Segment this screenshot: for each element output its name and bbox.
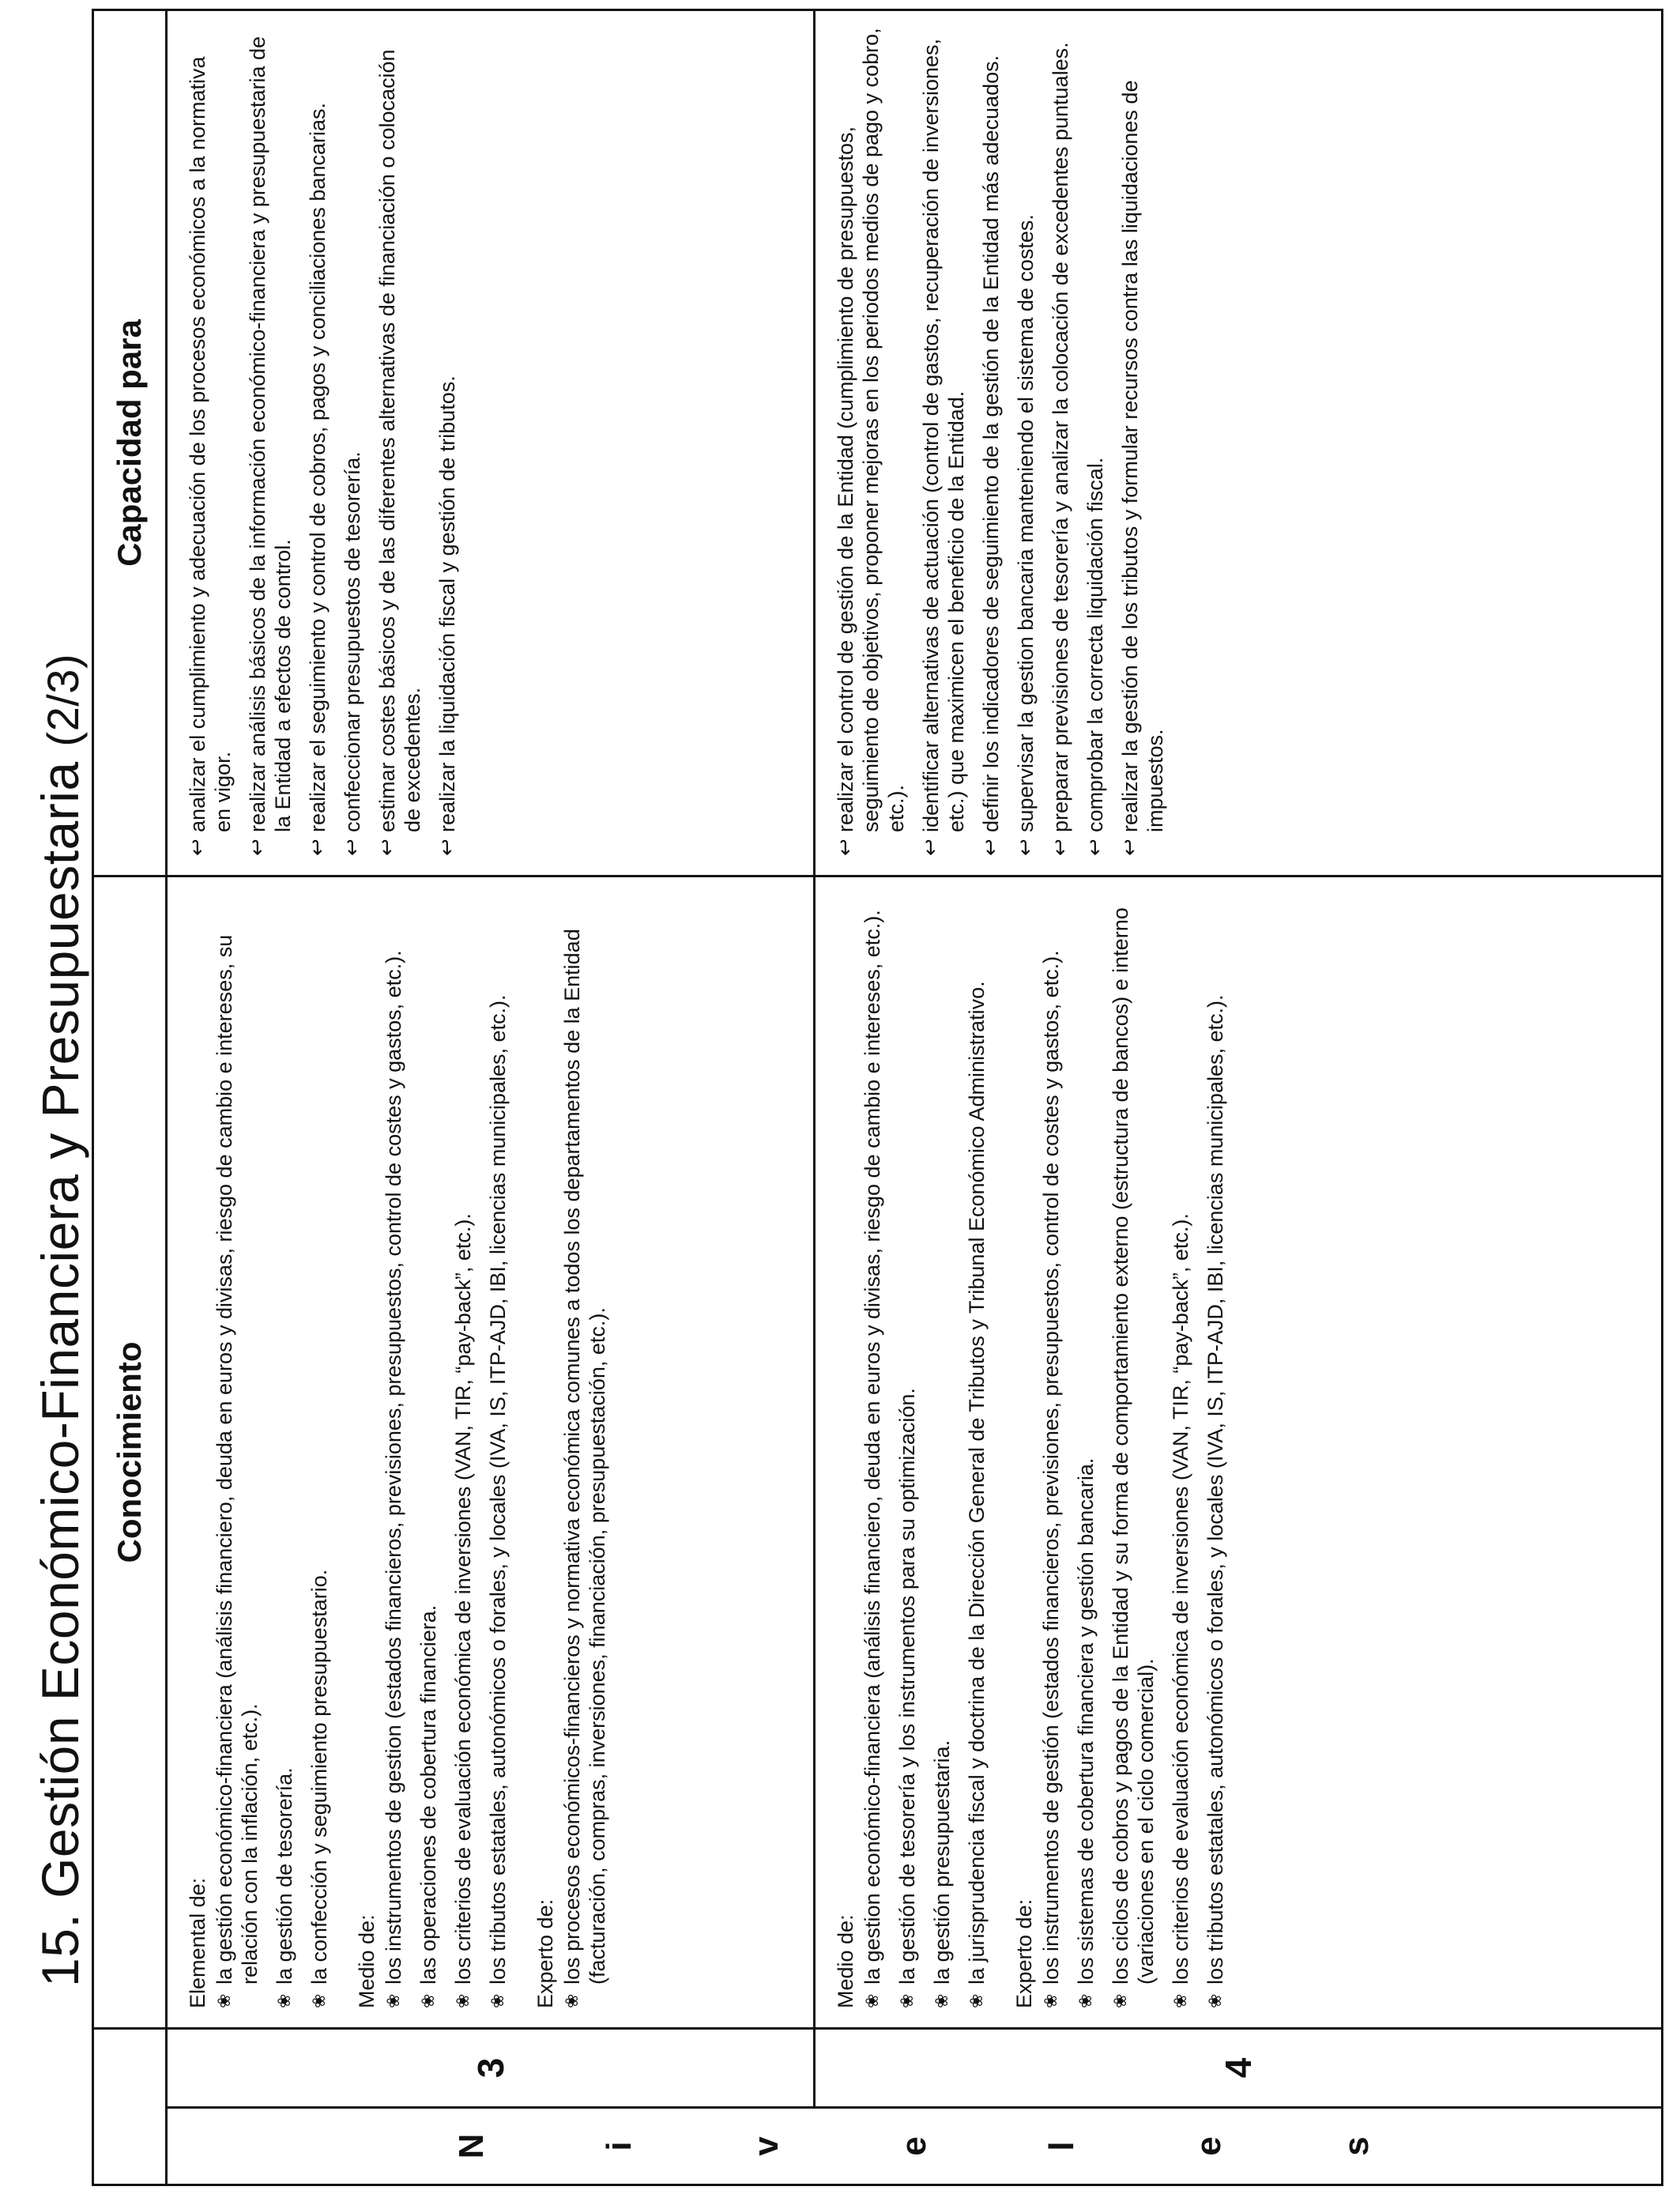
knowledge-item: ❀ la gestión presupuestaria. (929, 893, 955, 2008)
knowledge-list (381, 893, 510, 2008)
header-capacity: Capacidad para (93, 10, 167, 876)
knowledge-item: ❀ los tributos estatales, autonómicos o forales, y locales (IVA, IS, ITP-AJD, IBI, licencias municipales, etc.). (1203, 893, 1228, 2008)
knowledge-group-title: Experto de: (533, 1898, 557, 2008)
niveles-letter: s (1336, 2136, 1376, 2156)
capacity-item: ↩ realizar la gestión de los tributos y formular recursos contra las liquidaciones de impuestos. (1117, 27, 1168, 856)
knowledge-group (185, 893, 332, 2008)
knowledge-group (833, 893, 989, 2008)
knowledge-cell-level-4 (815, 876, 1663, 2029)
capacity-item: ↩ realizar la liquidación fiscal y gestión de tributos. (435, 27, 460, 856)
page-title (30, 11, 90, 1987)
capacity-item: ↩ realizar el seguimiento y control de cobros, pagos y conciliaciones bancarias. (305, 27, 330, 856)
niveles-letter: l (1042, 2141, 1081, 2151)
niveles-label (168, 2109, 1661, 2184)
capacity-item: ↩ confeccionar presupuestos de tesorería. (340, 27, 365, 856)
header-blank (93, 2029, 167, 2185)
capacity-item: ↩ preparar previsiones de tesorería y analizar la colocación de excedentes puntuales. (1048, 27, 1073, 856)
capacity-item: ↩ identificar alternativas de actuación (control de gastos, recuperación de inversiones, etc.) que maximicen el beneficio de la Entidad. (918, 27, 969, 856)
knowledge-item: ❀ la gestion económico-financiera (análisis financiero, deuda en euros y divisas, riesgo de cambio e intereses, etc.). (860, 893, 885, 2008)
knowledge-item: ❀ los criterios de evaluación económica de inversiones (VAN, TIR, “pay-back”, etc.). (1168, 893, 1193, 2008)
level-row-3 (167, 10, 815, 2185)
capacity-item: ↩ definir los indicadores de seguimiento de la gestión de la Entidad más adecuados. (978, 27, 1004, 856)
knowledge-item: ❀ los ciclos de cobros y pagos de la Entidad y su forma de comportamiento externo (estructura de bancos) e interno (variaciones en el ciclo comercial). (1108, 893, 1158, 2008)
knowledge-group (533, 893, 610, 2008)
capacity-item: ↩ supervisar la gestion bancaria manteniendo el sistema de costes. (1013, 27, 1038, 856)
capacity-list (833, 27, 1168, 856)
title-suffix: (2/3) (38, 653, 88, 747)
knowledge-group (1011, 893, 1228, 2008)
niveles-letter: i (599, 2141, 638, 2151)
knowledge-group-title: Elemental de: (186, 1877, 209, 2008)
knowledge-cell-level-3 (167, 876, 815, 2029)
knowledge-item: ❀ los tributos estatales, autonómicos o forales, y locales (IVA, IS, ITP-AJD, IBI, licencias municipales, etc.). (485, 893, 510, 2008)
knowledge-item: ❀ los sistemas de cobertura financiera y gestión bancaria. (1073, 893, 1098, 2008)
knowledge-item: ❀ las operaciones de cobertura financiera. (416, 893, 441, 2008)
niveles-letter: v (747, 2136, 786, 2156)
knowledge-item: ❀ la jurisprudencia fiscal y doctrina de la Dirección General de Tributos y Tribunal Económico Administrativo. (964, 893, 989, 2008)
knowledge-list (860, 893, 989, 2008)
knowledge-list (1038, 893, 1228, 2008)
level-number: 3 (167, 2029, 815, 2108)
knowledge-item: ❀ los instrumentos de gestión (estados financieros, previsiones, presupuestos, control de costes y gastos, etc.). (1038, 893, 1064, 2008)
knowledge-item: ❀ los procesos económicos-financieros y normativa económica comunes a todos los departamentos de la Entidad (facturación, compras, inversiones, financiación, presupuestación, etc.). (559, 893, 610, 2008)
knowledge-list (212, 893, 332, 2008)
niveles-letter: N (452, 2133, 491, 2159)
capacity-item: ↩ estimar costes básicos y de las diferentes alternativas de financiación o colocación de excedentes. (375, 27, 425, 856)
capacity-cell-level-4 (815, 10, 1663, 876)
competency-table (92, 9, 1663, 2186)
level-row-4 (815, 10, 1663, 2185)
capacity-item: ↩ comprobar la correcta liquidación fiscal. (1083, 27, 1108, 856)
title-main: 15. Gestión Económico-Financiera y Presupuestaria (31, 761, 89, 1987)
knowledge-group-title: Medio de: (355, 1914, 379, 2008)
capacity-cell-level-3 (167, 10, 815, 876)
knowledge-group-title: Medio de: (834, 1914, 857, 2008)
level-number: 4 (815, 2029, 1663, 2108)
knowledge-item: ❀ la gestión económico-financiera (análisis financiero, deuda en euros y divisas, riesgo de cambio e intereses, su relación con la inflación, etc.). (212, 893, 262, 2008)
capacity-list (185, 27, 460, 856)
knowledge-group (354, 893, 510, 2008)
niveles-letter: e (894, 2136, 933, 2156)
capacity-item: ↩ realizar análisis básicos de la información económico-financiera y presupuestaria de la Entidad a efectos de control. (245, 27, 296, 856)
knowledge-item: ❀ la gestión de tesorería. (272, 893, 297, 2008)
niveles-letter: e (1189, 2136, 1229, 2156)
capacity-item: ↩ analizar el cumplimiento y adecuación de los procesos económicos a la normativa en vigor. (185, 27, 235, 856)
capacity-item: ↩ realizar el control de gestión de la Entidad (cumplimiento de presupuestos, seguimiento de objetivos, proponer mejoras en los periodos medios de pago y cobro, etc.). (833, 27, 909, 856)
knowledge-list (559, 893, 610, 2008)
knowledge-group-title: Experto de: (1012, 1898, 1036, 2008)
knowledge-item: ❀ los instrumentos de gestion (estados financieros, previsiones, presupuestos, control de costes y gastos, etc.). (381, 893, 406, 2008)
knowledge-item: ❀ los criterios de evaluación económica de inversiones (VAN, TIR, “pay-back”, etc.). (450, 893, 476, 2008)
niveles-cell (167, 2108, 1663, 2185)
knowledge-item: ❀ la gestión de tesorería y los instrumentos para su optimización. (895, 893, 920, 2008)
knowledge-item: ❀ la confección y seguimiento presupuestario. (307, 893, 332, 2008)
header-row (93, 10, 167, 2185)
header-knowledge: Conocimiento (93, 876, 167, 2029)
